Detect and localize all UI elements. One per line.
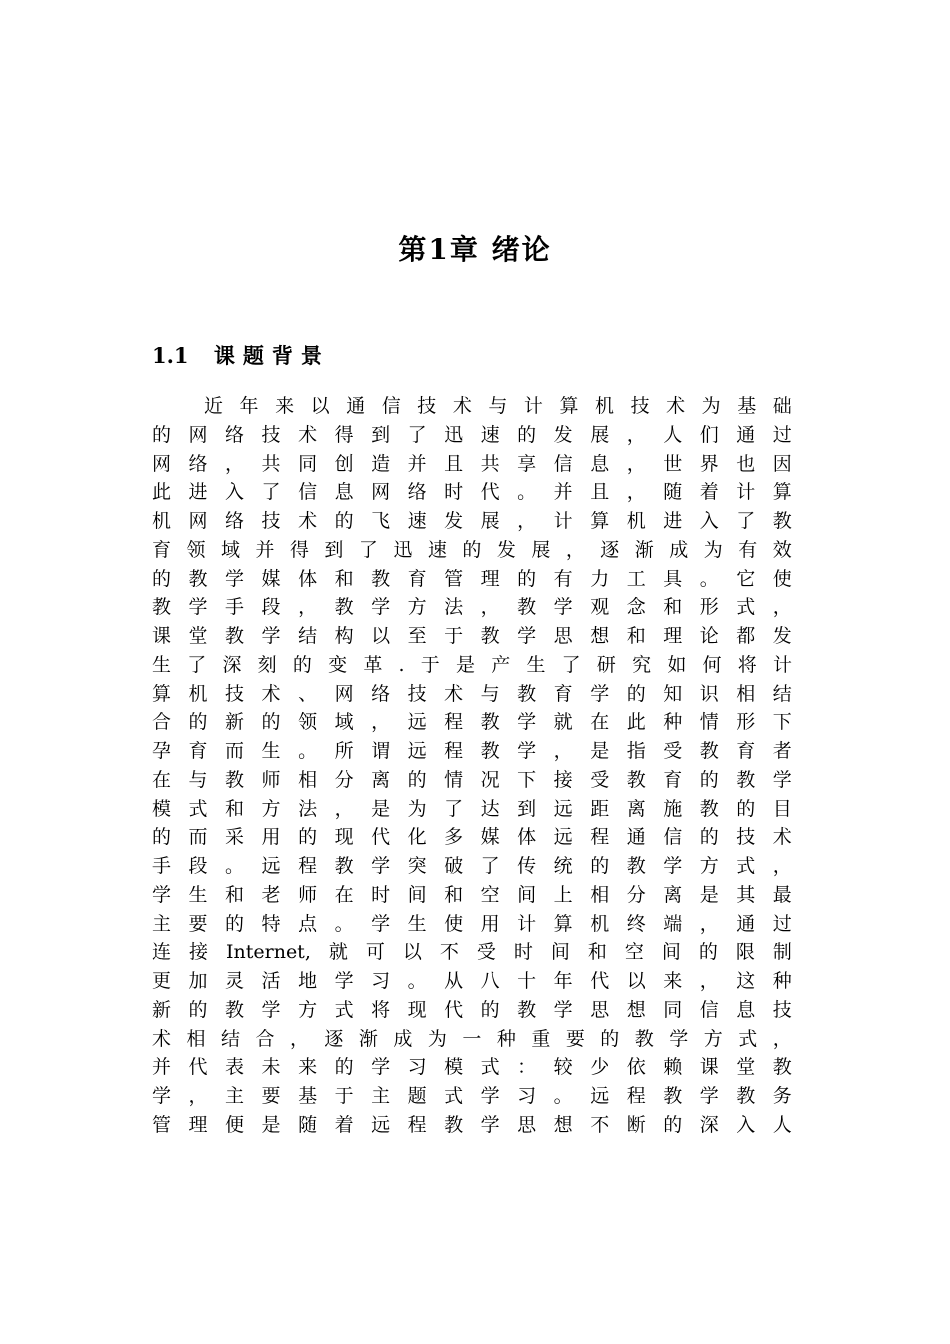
text-line: 教 学 手 段 ， 教 学 方 法 ， 教 学 观 念 和 形 式 ， — [152, 596, 792, 619]
text-line: 并 代 表 未 来 的 学 习 模 式 ： 较 少 依 赖 课 堂 教 — [152, 1056, 792, 1079]
text-line: 课 堂 教 学 结 构 以 至 于 教 学 思 想 和 理 论 都 发 — [152, 625, 792, 647]
text-line: 学 生 和 老 师 在 时 间 和 空 间 上 相 分 离 是 其 最 — [152, 883, 792, 906]
body-paragraph — [152, 392, 792, 1140]
text-line: 的 教 学 媒 体 和 教 育 管 理 的 有 力 工 具 。 它 使 — [152, 567, 792, 590]
text-line: 在 与 教 师 相 分 离 的 情 况 下 接 受 教 育 的 教 学 — [152, 768, 792, 791]
text-line: 主 要 的 特 点 。 学 生 使 用 计 算 机 终 端 ， 通 过 — [152, 912, 792, 935]
text-line: 合 的 新 的 领 域 ， 远 程 教 学 就 在 此 种 情 形 下 — [152, 711, 792, 734]
text-line: 新 的 教 学 方 式 将 现 代 的 教 学 思 想 同 信 息 技 — [152, 998, 792, 1021]
text-line: 算 机 技 术 、 网 络 技 术 与 教 育 学 的 知 识 相 结 — [152, 682, 792, 705]
text-line: 连 接 Internet, 就 可 以 不 受 时 间 和 空 间 的 限 制 — [152, 941, 792, 964]
section-title: 课题背景 — [213, 343, 330, 368]
text-line: 机 网 络 技 术 的 飞 速 发 展 ， 计 算 机 进 入 了 教 — [152, 510, 792, 532]
text-line: 的 而 采 用 的 现 代 化 多 媒 体 远 程 通 信 的 技 术 — [152, 826, 792, 849]
text-line: 更 加 灵 活 地 学 习 。 从 八 十 年 代 以 来 ， 这 种 — [152, 970, 792, 992]
section-heading — [152, 340, 330, 370]
text-line: 学 ， 主 要 基 于 主 题 式 学 习 。 远 程 教 学 教 务 — [152, 1085, 792, 1107]
text-line: 此 进 入 了 信 息 网 络 时 代 。 并 且 ， 随 着 计 算 — [152, 481, 792, 504]
text-line: 模 式 和 方 法 ， 是 为 了 达 到 远 距 离 施 教 的 目 — [152, 797, 792, 820]
text-line: 生 了 深 刻 的 变 革 . 于 是 产 生 了 研 究 如 何 将 计 — [152, 653, 792, 676]
text-line: 近 年 来 以 通 信 技 术 与 计 算 机 技 术 为 基 础 — [204, 395, 792, 417]
text-line: 的 网 络 技 术 得 到 了 迅 速 的 发 展 ， 人 们 通 过 — [152, 423, 792, 446]
section-number: 1.1 — [152, 343, 189, 368]
text-line: 孕 育 而 生 。 所 谓 远 程 教 学 ， 是 指 受 教 育 者 — [152, 740, 792, 762]
chapter-title: 第1章 绪论 — [398, 233, 552, 266]
text-line: 术 相 结 合 ， 逐 渐 成 为 一 种 重 要 的 教 学 方 式 ， — [152, 1027, 792, 1050]
text-line: 手 段 。 远 程 教 学 突 破 了 传 统 的 教 学 方 式 ， — [152, 855, 792, 877]
text-line: 网 络 ， 共 同 创 造 并 且 共 享 信 息 ， 世 界 也 因 — [152, 452, 792, 475]
text-line: 管 理 便 是 随 着 远 程 教 学 思 想 不 断 的 深 入 人 — [152, 1113, 792, 1136]
text-line: 育 领 域 并 得 到 了 迅 速 的 发 展 ， 逐 渐 成 为 有 效 — [152, 538, 792, 561]
